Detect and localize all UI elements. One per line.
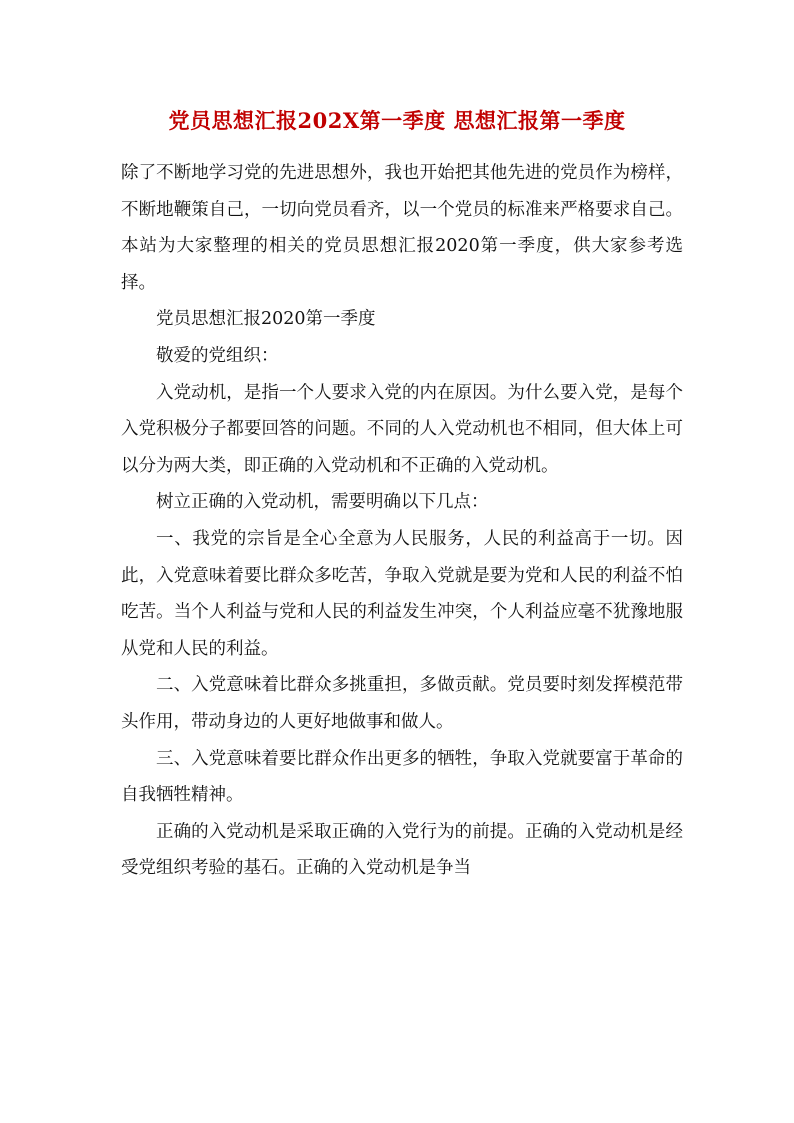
paragraph-motivation: 入党动机，是指一个人要求入党的内在原因。为什么要入党，是每个入党积极分子都要回答的问题。不同的人入党动机也不相同，但大体上可以分为两大类，即正确的入党动机和不正确的入党动机。 xyxy=(121,382,683,476)
paragraph-intro: 除了不断地学习党的先进思想外，我也开始把其他先进的党员作为榜样，不断地鞭策自己，一切向党员看齐，以一个党员的标准来严格要求自己。本站为大家整理的相关的党员思想汇报2020第一季度，供大家参考选择。 xyxy=(121,163,683,293)
paragraph-point-one: 一、我党的宗旨是全心全意为人民服务，人民的利益高于一切。因此，入党意味着要比群众多吃苦，争取入党就是要为党和人民的利益不怕吃苦。当个人利益与党和人民的利益发生冲突，个人利益应毫不犹豫地服从党和人民的利益。 xyxy=(121,528,683,659)
paragraph-point-three: 三、入党意味着要比群众作出更多的牺牲，争取入党就要富于革命的自我牺牲精神。 xyxy=(121,748,683,806)
document-title: 党员思想汇报202X第一季度 思想汇报第一季度 xyxy=(168,108,626,133)
document-body xyxy=(121,155,683,887)
paragraph-conclusion: 正确的入党动机是采取正确的入党行为的前提。正确的入党动机是经受党组织考验的基石。正确的入党动机是争当 xyxy=(121,821,683,879)
paragraph-heading: 党员思想汇报2020第一季度 xyxy=(156,309,376,330)
paragraph-points-intro: 树立正确的入党动机，需要明确以下几点： xyxy=(156,492,489,513)
paragraph-salutation: 敬爱的党组织： xyxy=(156,345,279,366)
paragraph-point-two: 二、入党意味着比群众多挑重担，多做贡献。党员要时刻发挥模范带头作用，带动身边的人更好地做事和做人。 xyxy=(121,675,683,732)
